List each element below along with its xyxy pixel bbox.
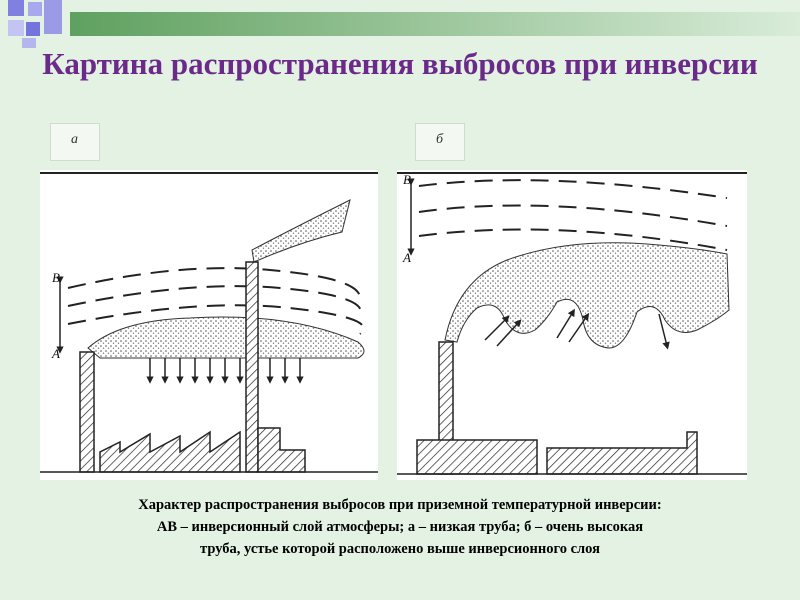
figure-a-low-chimney [40, 170, 378, 480]
tall-chimney-a [246, 262, 258, 472]
decor-square-2 [28, 2, 42, 16]
figure-caption [20, 494, 780, 560]
decor-square-3 [44, 0, 62, 34]
slide-title: Картина распространения выбросов при инверсии [42, 46, 758, 81]
low-chimney-a [80, 352, 94, 472]
caption-line-2: АВ – инверсионный слой атмосферы; а – низкая труба; б – очень высокая [156, 519, 644, 535]
marker-b-b: B [403, 172, 411, 187]
factory-b-2 [547, 432, 697, 474]
decor-square-5 [26, 22, 40, 36]
tall-plume-a [252, 200, 350, 262]
inversion-line-1 [68, 268, 360, 298]
header-bar [70, 12, 800, 36]
marker-a-b: A [403, 250, 411, 265]
marker-b-a: B [52, 270, 60, 285]
marker-a-a: A [52, 346, 60, 361]
inversion-line-b2 [419, 206, 727, 226]
factory-b-1 [417, 440, 537, 474]
factory-a [100, 432, 240, 472]
plume-a [88, 317, 364, 358]
caption-line-1: Характер распространения выбросов при приземной температурной инверсии: [138, 497, 662, 513]
panel-label-a: а [50, 123, 100, 161]
decor-square-4 [8, 20, 24, 36]
panel-label-b: б [415, 123, 465, 161]
caption-line-3: труба, устье которой расположено выше инверсионного слоя [200, 541, 600, 557]
decor-square-6 [22, 38, 36, 48]
inversion-line-b1 [419, 180, 727, 198]
plume-b [445, 243, 729, 348]
decor-square-1 [8, 0, 24, 16]
inversion-line-2 [68, 286, 361, 316]
down-arrows-a [150, 358, 300, 380]
figure-b-high-chimney [397, 170, 747, 480]
building-a [258, 428, 305, 472]
